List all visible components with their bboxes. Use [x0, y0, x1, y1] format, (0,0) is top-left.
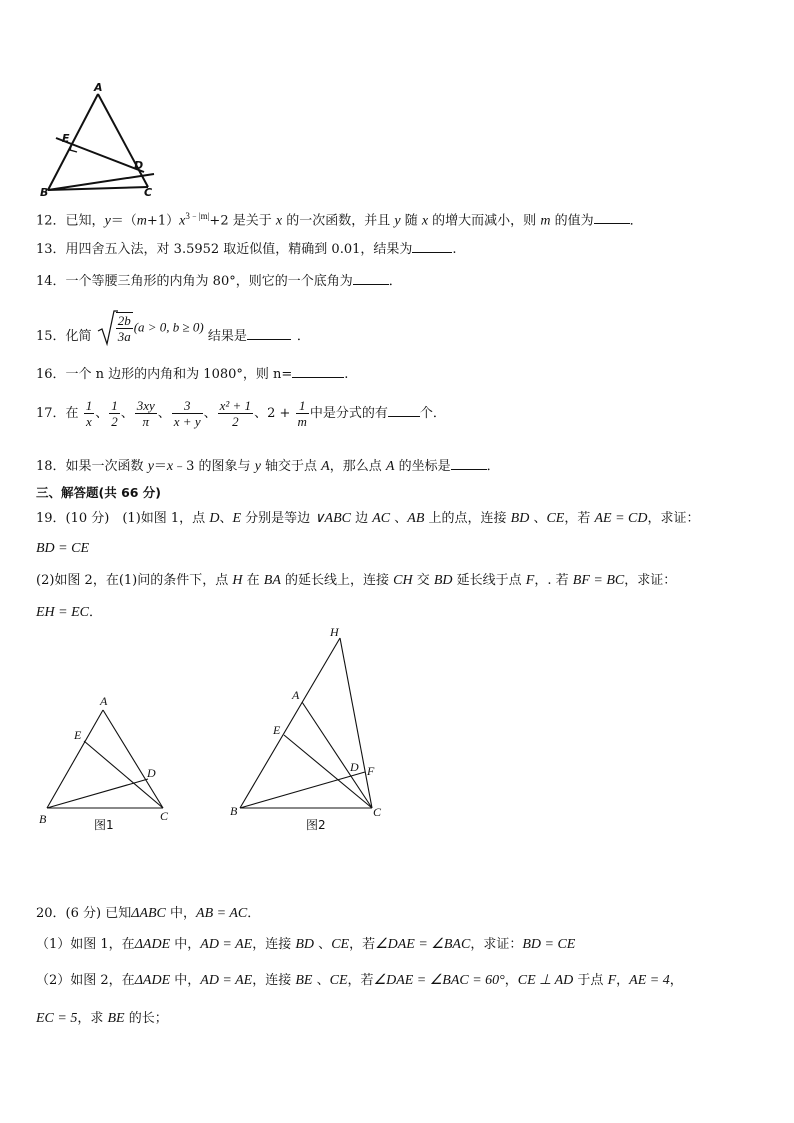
- fig2-label-A: A: [292, 688, 300, 702]
- fig1-label-D: D: [147, 766, 156, 780]
- fig2-label-F: F: [367, 764, 375, 778]
- question-13: 13．用四舍五入法，对 3.5952 取近似值，精确到 0.01，结果为 .: [36, 242, 457, 257]
- figure-1-caption: 图1: [94, 818, 114, 832]
- question-15: 15．化简 $\frac{2b}{3a}$ (a > 0, b ≥ 0) 结果是 ．: [36, 305, 310, 345]
- answer-blank: [292, 365, 344, 378]
- question-18: 18．如果一次函数 y＝x﹣3 的图象与 y 轴交于点 A，那么点 A 的坐标是 ．: [36, 459, 500, 474]
- label-D: D: [134, 159, 144, 172]
- fig2-label-C: C: [373, 805, 382, 819]
- question-14: 14．一个等腰三角形的内角为 80°，则它的一个底角为 ．: [36, 274, 402, 289]
- question-19-line-1: 19．(10 分) (1)如图 1，点 D、E 分别是等边 ∨ABC 边 AC 、AB 上的点，连接 BD 、CE，若 AE = CD，求证：: [36, 511, 700, 526]
- fraction-5: $\frac{\text{x² + 1}}{2}$: [219, 398, 252, 429]
- label-B: B: [40, 186, 49, 198]
- top-triangle-figure: [36, 80, 166, 198]
- label-C: C: [144, 186, 153, 198]
- fig1-label-C: C: [160, 809, 169, 823]
- figure-2: [222, 622, 392, 838]
- question-12: 12．已知，$y=(m+1)x^{3﹣|m|}+2$ 是关于 x 的一次函数，并且 y 随 x 的增大而减小，则 m 的值为 ．: [36, 211, 643, 229]
- question-19-line-3: (2)如图 2，在(1)问的条件下，点 H 在 BA 的延长线上，连接 CH 交 BD 延长线于点 F，. 若 BF = BC，求证：: [36, 573, 677, 588]
- fig1-label-E: E: [74, 728, 82, 742]
- question-20-line-3: （2）如图 2，在ΔADE 中，AD = AE，连接 BE 、CE，若∠DAE = ∠BAC = 60°，CE ⊥ AD 于点 F，AE = 4，: [36, 973, 683, 988]
- figure-2-caption: 图2: [306, 818, 326, 832]
- fraction-4: $\frac{3}{x + y}$: [173, 398, 201, 429]
- question-20-line-1: 20．(6 分) 已知ΔABC 中，AB = AC．: [36, 906, 261, 921]
- fraction-6: $\frac{1}{m}$: [297, 398, 307, 429]
- answer-blank: [388, 404, 420, 417]
- label-E: E: [62, 132, 70, 145]
- answer-blank: [353, 272, 389, 285]
- fraction-2: $\frac{1}{2}$: [111, 398, 118, 429]
- section-heading: 三、解答题(共 66 分): [36, 485, 162, 500]
- question-20-line-4: EC = 5，求 BE 的长；: [36, 1011, 168, 1026]
- label-A: A: [94, 81, 103, 94]
- fig2-label-D: D: [350, 760, 359, 774]
- sqrt-expression: $\frac{2b}{3a}$ (a > 0, b ≥ 0): [96, 309, 204, 347]
- answer-blank: [594, 211, 630, 224]
- answer-blank: [451, 457, 487, 470]
- question-19-line-4: EH = EC．: [36, 605, 103, 620]
- question-20-line-2: （1）如图 1，在ΔADE 中，AD = AE，连接 BD 、CE，若∠DAE = ∠BAC，求证：BD = CE: [36, 937, 576, 952]
- question-17: 17．在 $\frac{1}{x}$ 、 $\frac{1}{2}$ 、 $\frac{3xy}{\pi}$ 、 $\frac{3}{x + y}$ 、 $\frac{\text{x² + 1}}{2}$ 、2 + $\frac{1}{m}$ 中是分式的有 个．: [36, 398, 446, 429]
- answer-blank: [247, 327, 291, 340]
- fig1-label-A: A: [100, 694, 108, 708]
- fig1-label-B: B: [39, 812, 47, 826]
- fig2-label-B: B: [230, 804, 238, 818]
- question-16: 16．一个 n 边形的内角和为 1080°，则 n= .: [36, 367, 349, 382]
- answer-blank: [412, 240, 452, 253]
- fraction-3: $\frac{3xy}{\pi}$: [136, 398, 155, 429]
- fig2-label-E: E: [273, 723, 281, 737]
- figure-1: [30, 690, 190, 838]
- fig2-label-H: H: [330, 625, 339, 639]
- question-19-line-2: BD = CE: [36, 541, 89, 556]
- fraction-1: $\frac{1}{x}$: [85, 398, 93, 429]
